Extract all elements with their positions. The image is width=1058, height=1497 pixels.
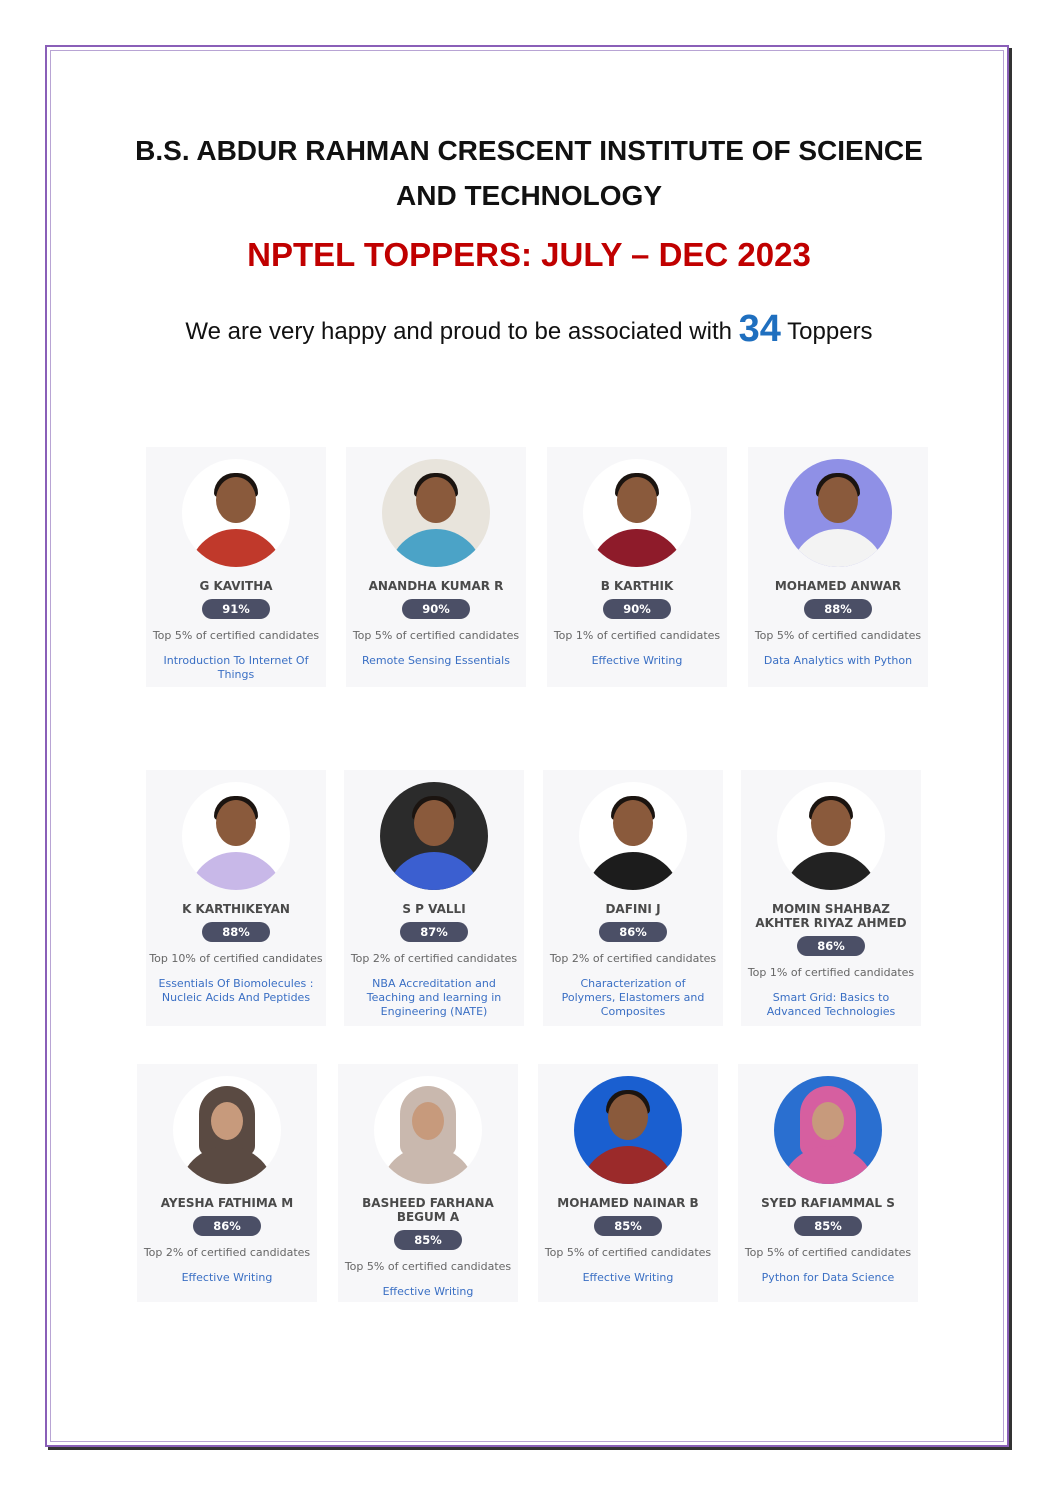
- rank-text: Top 5% of certified candidates: [344, 1260, 512, 1273]
- score-badge: 85%: [594, 1216, 662, 1236]
- score-badge: 85%: [794, 1216, 862, 1236]
- tagline: [100, 308, 958, 351]
- rank-text: Top 2% of certified candidates: [549, 952, 717, 965]
- score-badge: 88%: [202, 922, 270, 942]
- rank-text: Top 5% of certified candidates: [744, 1246, 912, 1259]
- topper-name: DAFINI J: [605, 902, 661, 916]
- topper-card: [146, 770, 326, 1026]
- topper-card: [748, 447, 928, 687]
- rank-text: Top 10% of certified candidates: [149, 952, 323, 965]
- topper-name: AYESHA FATHIMA M: [160, 1196, 294, 1210]
- course-link[interactable]: Characterization of Polymers, Elastomers and Composites: [561, 977, 705, 1018]
- topper-card: [547, 447, 727, 687]
- topper-card: [146, 447, 326, 687]
- topper-name: S P VALLI: [402, 902, 466, 916]
- course-link[interactable]: Python for Data Science: [761, 1271, 895, 1284]
- page-subtitle: NPTEL TOPPERS: JULY – DEC 2023: [247, 236, 811, 273]
- topper-card: [538, 1064, 718, 1302]
- course-link[interactable]: Effective Writing: [382, 1285, 474, 1298]
- topper-card: [344, 770, 524, 1026]
- topper-name: G KAVITHA: [199, 579, 273, 593]
- institute-title-line1: B.S. ABDUR RAHMAN CRESCENT INSTITUTE OF SCIENCE: [135, 135, 923, 166]
- course-link[interactable]: Introduction To Internet Of Things: [163, 654, 309, 681]
- topper-card: [738, 1064, 918, 1302]
- course-link[interactable]: NBA Accreditation and Teaching and learning in Engineering (NATE): [366, 977, 502, 1018]
- rank-text: Top 5% of certified candidates: [352, 629, 520, 642]
- avatar: [574, 1076, 682, 1184]
- course-link[interactable]: Data Analytics with Python: [763, 654, 913, 667]
- avatar: [579, 782, 687, 890]
- score-badge: 90%: [603, 599, 671, 619]
- rank-text: Top 5% of certified candidates: [152, 629, 320, 642]
- course-link[interactable]: Effective Writing: [591, 654, 683, 667]
- topper-card: [741, 770, 921, 1026]
- score-badge: 86%: [599, 922, 667, 942]
- score-badge: 91%: [202, 599, 270, 619]
- institute-title-line2: AND TECHNOLOGY: [396, 180, 662, 211]
- topper-name: BASHEED FARHANA BEGUM A: [362, 1196, 494, 1224]
- rank-text: Top 2% of certified candidates: [350, 952, 518, 965]
- course-link[interactable]: Essentials Of Biomolecules : Nucleic Acids And Peptides: [158, 977, 314, 1004]
- avatar: [777, 782, 885, 890]
- rank-text: Top 1% of certified candidates: [747, 966, 915, 979]
- topper-name: MOMIN SHAHBAZ AKHTER RIYAZ AHMED: [755, 902, 907, 930]
- avatar: [182, 459, 290, 567]
- topper-name: K KARTHIKEYAN: [182, 902, 290, 916]
- course-link[interactable]: Effective Writing: [582, 1271, 674, 1284]
- tagline-suffix: Toppers: [787, 318, 873, 345]
- topper-name: ANANDHA KUMAR R: [368, 579, 504, 593]
- topper-card: [137, 1064, 317, 1302]
- institute-title: [100, 128, 958, 218]
- rank-text: Top 2% of certified candidates: [143, 1246, 311, 1259]
- score-badge: 86%: [797, 936, 865, 956]
- avatar: [784, 459, 892, 567]
- score-badge: 86%: [193, 1216, 261, 1236]
- score-badge: 87%: [400, 922, 468, 942]
- tagline-text: We are very happy and proud to be associated with: [185, 318, 732, 345]
- score-badge: 85%: [394, 1230, 462, 1250]
- topper-card: [338, 1064, 518, 1302]
- avatar: [583, 459, 691, 567]
- course-link[interactable]: Smart Grid: Basics to Advanced Technologies: [766, 991, 896, 1018]
- topper-name: MOHAMED ANWAR: [774, 579, 902, 593]
- topper-name: B KARTHIK: [600, 579, 674, 593]
- rank-text: Top 5% of certified candidates: [544, 1246, 712, 1259]
- topper-name: SYED RAFIAMMAL S: [761, 1196, 895, 1210]
- rank-text: Top 1% of certified candidates: [553, 629, 721, 642]
- avatar: [374, 1076, 482, 1184]
- topper-card: [346, 447, 526, 687]
- avatar: [182, 782, 290, 890]
- score-badge: 88%: [804, 599, 872, 619]
- avatar: [173, 1076, 281, 1184]
- score-badge: 90%: [402, 599, 470, 619]
- course-link[interactable]: Effective Writing: [181, 1271, 273, 1284]
- topper-count: 34: [738, 308, 781, 350]
- avatar: [382, 459, 490, 567]
- avatar: [774, 1076, 882, 1184]
- course-link[interactable]: Remote Sensing Essentials: [362, 654, 510, 667]
- topper-name: MOHAMED NAINAR B: [557, 1196, 699, 1210]
- rank-text: Top 5% of certified candidates: [754, 629, 922, 642]
- avatar: [380, 782, 488, 890]
- topper-card: [543, 770, 723, 1026]
